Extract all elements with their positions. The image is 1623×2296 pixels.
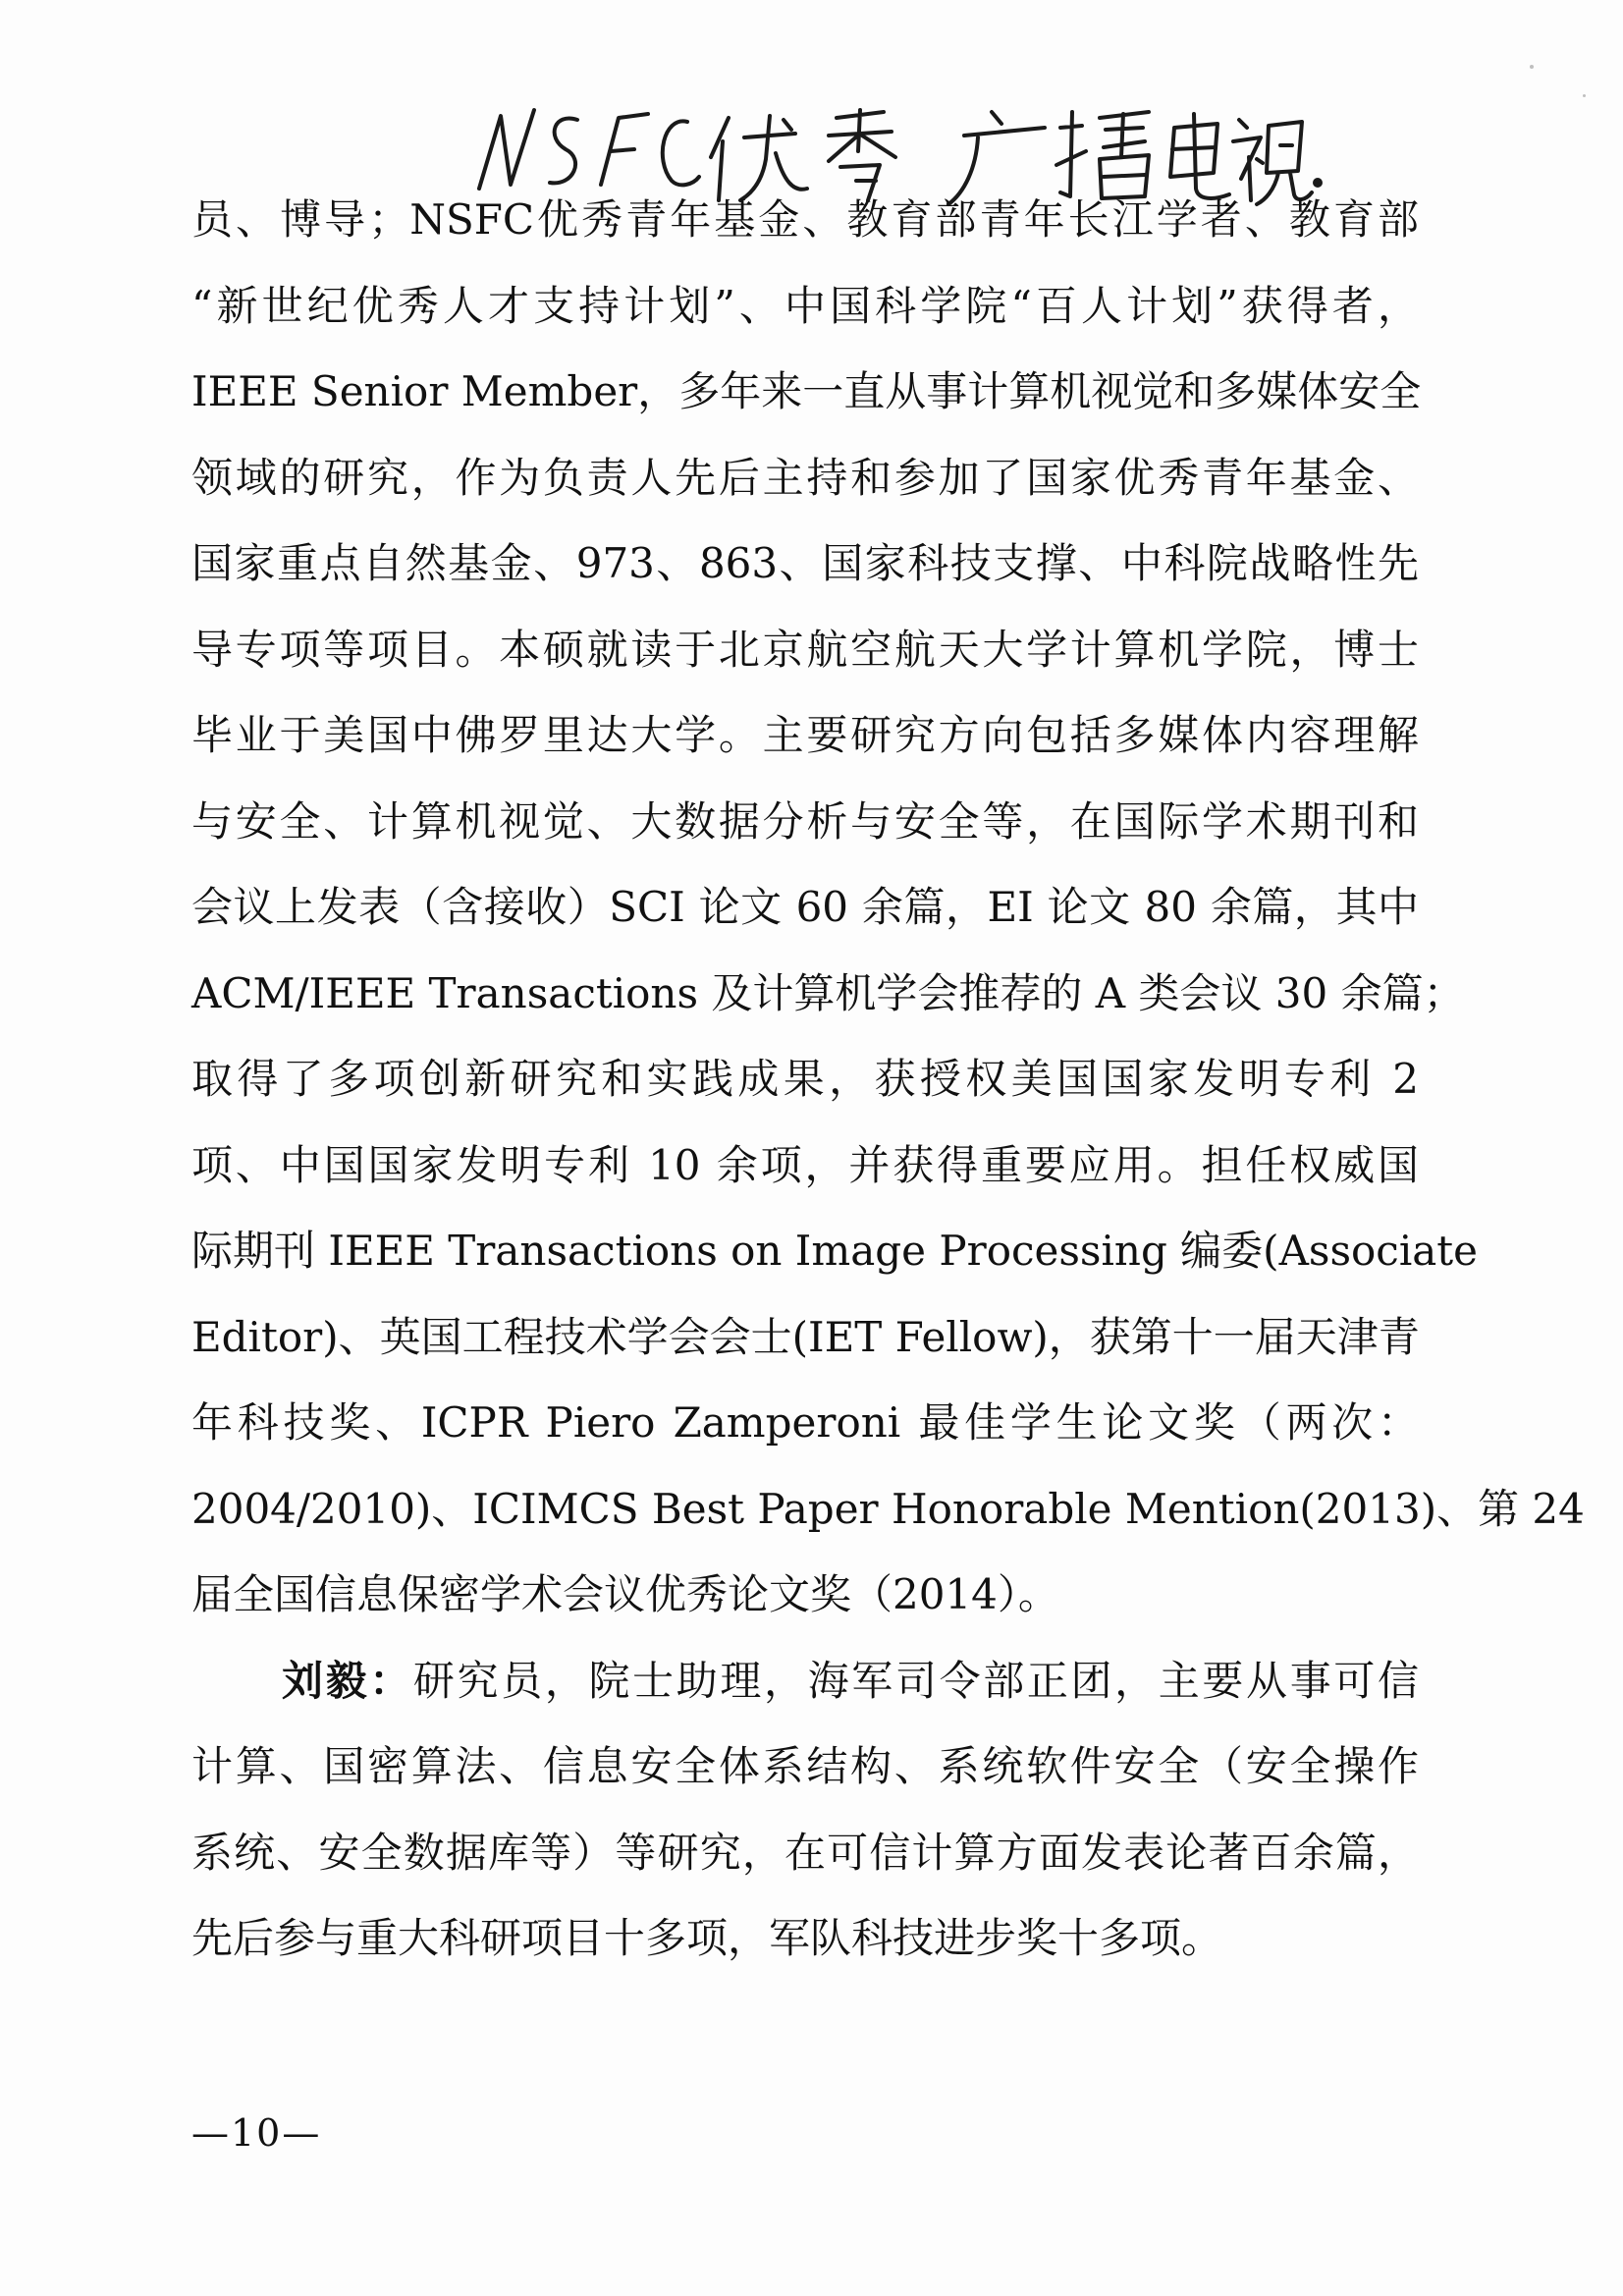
text-line: Editor)、英国工程技术学会会士(IET Fellow)，获第十一届天津青 [191,1312,1420,1361]
paragraph-first-line [191,1638,1419,1724]
text-line: 届全国信息保密学术会议优秀论文奖（2014）。 [191,1570,1059,1618]
text-line: 领域的研究，作为负责人先后主持和参加了国家优秀青年基金、 [191,453,1419,502]
text-line: 年科技奖、ICPR Piero Zamperoni 最佳学生论文奖（两次： [191,1398,1419,1447]
text-line: 毕业于美国中佛罗里达大学。主要研究方向包括多媒体内容理解 [191,711,1419,759]
text-line: 会议上发表（含接收）SCI 论文 60 余篇，EI 论文 80 余篇，其中 [191,883,1419,931]
text-line: IEEE Senior Member，多年来一直从事计算机视觉和多媒体安全 [191,367,1422,415]
text-line: “新世纪优秀人才支持计划”、中国科学院“百人计划”获得者， [191,281,1419,330]
text-line: 先后参与重大科研项目十多项，军队科技进步奖十多项。 [191,1914,1223,1962]
text-line: 2004/2010)、ICIMCS Best Paper Honorable Mention(2013)、第 24 [191,1484,1585,1533]
text-line: 国家重点自然基金、973、863、国家科技支撑、中科院战略性先 [191,539,1419,587]
page-number: —10— [191,2111,322,2155]
text-line: 际期刊 IEEE Transactions on Image Processing 编委(Associate [191,1227,1479,1275]
text-line: 与安全、计算机视觉、大数据分析与安全等，在国际学术期刊和 [191,796,1419,846]
text-line: 员、博导；NSFC优秀青年基金、教育部青年长江学者、教育部 [191,195,1419,244]
scan-speck [1583,94,1586,97]
text-line: ACM/IEEE Transactions 及计算机学会推荐的 A 类会议 30 余篇； [191,968,1465,1017]
scan-speck [1530,65,1534,69]
text-line: 计算、国密算法、信息安全体系结构、系统软件安全（安全操作 [191,1742,1419,1790]
person-name: 刘毅： [282,1656,413,1705]
text-span: 研究员，院士助理，海军司令部正团，主要从事可信 [412,1656,1419,1705]
body-text [191,177,1585,1982]
text-line: 导专项等项目。本硕就读于北京航空航天大学计算机学院，博士 [191,625,1419,674]
text-line: 取得了多项创新研究和实践成果，获授权美国国家发明专利 2 [191,1055,1419,1103]
text-line: 项、中国国家发明专利 10 余项，并获得重要应用。担任权威国 [191,1140,1419,1189]
text-line: 系统、安全数据库等）等研究，在可信计算方面发表论著百余篇， [191,1828,1419,1877]
